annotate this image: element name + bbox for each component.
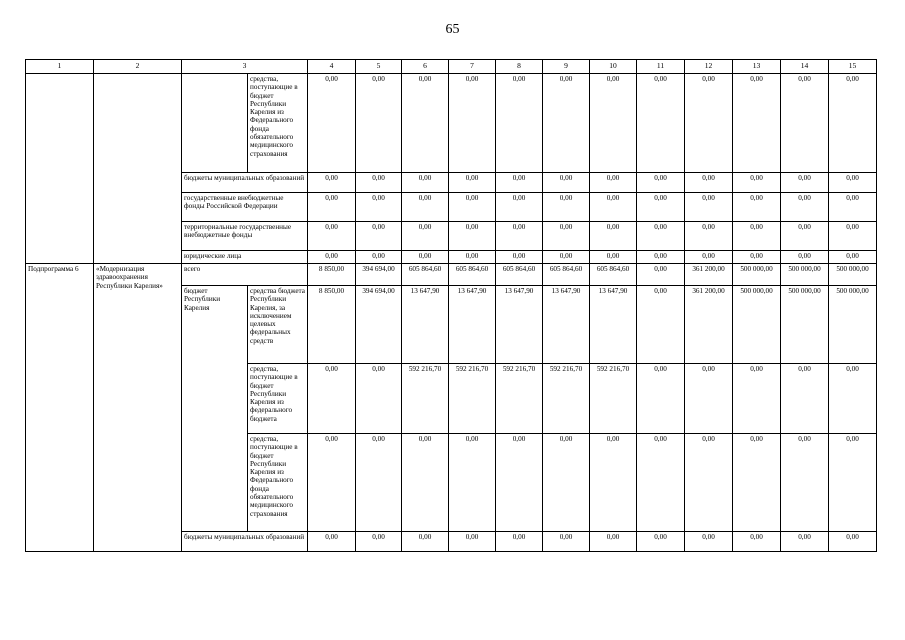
value-cell: 605 864,60 xyxy=(590,264,637,286)
value-cell: 605 864,60 xyxy=(543,264,590,286)
value-cell: 0,00 xyxy=(402,532,449,552)
value-cell: 0,00 xyxy=(829,251,877,264)
value-cell: 0,00 xyxy=(781,173,829,193)
value-cell: 0,00 xyxy=(543,222,590,251)
column-number-row xyxy=(26,60,877,74)
value-cell: 0,00 xyxy=(308,173,356,193)
value-cell: 0,00 xyxy=(543,173,590,193)
value-cell: 0,00 xyxy=(781,251,829,264)
value-cell: 0,00 xyxy=(402,173,449,193)
empty-cell xyxy=(94,74,182,264)
source-label: средства, поступающие в бюджет Республики Карелия из Федерального фонда обязательного медицинского страхования xyxy=(248,434,308,532)
value-cell: 0,00 xyxy=(733,251,781,264)
budget-table xyxy=(25,59,877,552)
value-cell: 0,00 xyxy=(308,74,356,173)
value-cell: 0,00 xyxy=(496,251,543,264)
value-cell: 0,00 xyxy=(402,434,449,532)
value-cell: 0,00 xyxy=(356,193,402,222)
value-cell: 0,00 xyxy=(829,173,877,193)
value-cell: 0,00 xyxy=(449,532,496,552)
value-cell: 592 216,70 xyxy=(496,364,543,434)
value-cell: 592 216,70 xyxy=(543,364,590,434)
source-label: бюджеты муниципальных образований xyxy=(182,173,308,193)
value-cell: 0,00 xyxy=(496,434,543,532)
value-cell: 0,00 xyxy=(402,193,449,222)
value-cell: 0,00 xyxy=(543,193,590,222)
value-cell: 0,00 xyxy=(590,74,637,173)
value-cell: 0,00 xyxy=(402,251,449,264)
value-cell: 0,00 xyxy=(829,193,877,222)
value-cell: 500 000,00 xyxy=(733,264,781,286)
value-cell: 592 216,70 xyxy=(402,364,449,434)
value-cell: 361 200,00 xyxy=(685,264,733,286)
source-label: средства бюджета Республики Карелия, за исключением целевых федеральных средств xyxy=(248,286,308,364)
value-cell: 0,00 xyxy=(685,193,733,222)
value-cell: 0,00 xyxy=(637,173,685,193)
column-number: 7 xyxy=(449,60,496,74)
column-number: 11 xyxy=(637,60,685,74)
value-cell: 0,00 xyxy=(496,74,543,173)
value-cell: 0,00 xyxy=(449,193,496,222)
source-group-label: бюджет Республики Карелия xyxy=(182,286,248,532)
value-cell: 500 000,00 xyxy=(781,264,829,286)
source-label: всего xyxy=(182,264,308,286)
value-cell: 0,00 xyxy=(733,193,781,222)
value-cell: 0,00 xyxy=(308,251,356,264)
empty-cell xyxy=(182,74,248,173)
value-cell: 0,00 xyxy=(308,434,356,532)
column-number: 4 xyxy=(308,60,356,74)
value-cell: 0,00 xyxy=(733,532,781,552)
value-cell: 0,00 xyxy=(356,364,402,434)
value-cell: 0,00 xyxy=(781,222,829,251)
value-cell: 0,00 xyxy=(781,74,829,173)
value-cell: 0,00 xyxy=(829,222,877,251)
value-cell: 0,00 xyxy=(449,74,496,173)
value-cell: 0,00 xyxy=(637,532,685,552)
value-cell: 0,00 xyxy=(829,532,877,552)
value-cell: 0,00 xyxy=(402,74,449,173)
page-number: 65 xyxy=(445,22,460,37)
value-cell: 500 000,00 xyxy=(733,286,781,364)
value-cell: 0,00 xyxy=(590,173,637,193)
value-cell: 0,00 xyxy=(590,193,637,222)
value-cell: 0,00 xyxy=(781,364,829,434)
column-number: 6 xyxy=(402,60,449,74)
value-cell: 0,00 xyxy=(733,173,781,193)
value-cell: 8 850,00 xyxy=(308,264,356,286)
value-cell: 0,00 xyxy=(685,74,733,173)
source-label: юридические лица xyxy=(182,251,308,264)
value-cell: 0,00 xyxy=(829,364,877,434)
value-cell: 361 200,00 xyxy=(685,286,733,364)
column-number: 2 xyxy=(94,60,182,74)
value-cell: 592 216,70 xyxy=(449,364,496,434)
value-cell: 0,00 xyxy=(733,74,781,173)
column-number: 5 xyxy=(356,60,402,74)
column-number: 15 xyxy=(829,60,877,74)
value-cell: 0,00 xyxy=(637,222,685,251)
value-cell: 592 216,70 xyxy=(590,364,637,434)
table-row xyxy=(26,264,877,286)
value-cell: 0,00 xyxy=(449,222,496,251)
value-cell: 0,00 xyxy=(829,74,877,173)
source-label: бюджеты муниципальных образований xyxy=(182,532,308,552)
value-cell: 0,00 xyxy=(449,173,496,193)
value-cell: 394 694,00 xyxy=(356,286,402,364)
value-cell: 13 647,90 xyxy=(449,286,496,364)
column-number: 1 xyxy=(26,60,94,74)
column-number: 3 xyxy=(182,60,308,74)
value-cell: 0,00 xyxy=(356,251,402,264)
empty-cell xyxy=(26,74,94,264)
value-cell: 0,00 xyxy=(781,532,829,552)
value-cell: 0,00 xyxy=(308,222,356,251)
value-cell: 0,00 xyxy=(685,173,733,193)
column-number: 8 xyxy=(496,60,543,74)
source-label: государственные внебюджетные фонды Российской Федерации xyxy=(182,193,308,222)
value-cell: 0,00 xyxy=(829,434,877,532)
value-cell: 0,00 xyxy=(733,222,781,251)
column-number: 14 xyxy=(781,60,829,74)
value-cell: 0,00 xyxy=(356,74,402,173)
value-cell: 13 647,90 xyxy=(543,286,590,364)
value-cell: 0,00 xyxy=(402,222,449,251)
value-cell: 0,00 xyxy=(543,74,590,173)
value-cell: 0,00 xyxy=(543,532,590,552)
source-label: средства, поступающие в бюджет Республики Карелия из Федерального фонда обязательного медицинского страхования xyxy=(248,74,308,173)
value-cell: 0,00 xyxy=(637,364,685,434)
value-cell: 605 864,60 xyxy=(449,264,496,286)
program-name: «Модернизация здравоохранения Республики Карелия» xyxy=(94,264,182,552)
value-cell: 0,00 xyxy=(637,251,685,264)
program-type-label: Подпрограмма 6 xyxy=(26,264,94,552)
value-cell: 0,00 xyxy=(356,173,402,193)
value-cell: 0,00 xyxy=(685,222,733,251)
value-cell: 0,00 xyxy=(781,193,829,222)
value-cell: 0,00 xyxy=(733,364,781,434)
value-cell: 500 000,00 xyxy=(829,264,877,286)
value-cell: 0,00 xyxy=(637,434,685,532)
value-cell: 0,00 xyxy=(449,251,496,264)
value-cell: 13 647,90 xyxy=(590,286,637,364)
source-label: средства, поступающие в бюджет Республики Карелия из федерального бюджета xyxy=(248,364,308,434)
value-cell: 0,00 xyxy=(781,434,829,532)
value-cell: 0,00 xyxy=(590,251,637,264)
value-cell: 394 694,00 xyxy=(356,264,402,286)
value-cell: 500 000,00 xyxy=(829,286,877,364)
column-number: 13 xyxy=(733,60,781,74)
value-cell: 0,00 xyxy=(685,434,733,532)
value-cell: 13 647,90 xyxy=(402,286,449,364)
value-cell: 0,00 xyxy=(356,222,402,251)
column-number: 10 xyxy=(590,60,637,74)
value-cell: 0,00 xyxy=(685,251,733,264)
value-cell: 8 850,00 xyxy=(308,286,356,364)
value-cell: 0,00 xyxy=(543,434,590,532)
source-label: территориальные государственные внебюджетные фонды xyxy=(182,222,308,251)
value-cell: 0,00 xyxy=(733,434,781,532)
value-cell: 0,00 xyxy=(590,434,637,532)
value-cell: 0,00 xyxy=(637,264,685,286)
value-cell: 605 864,60 xyxy=(496,264,543,286)
value-cell: 0,00 xyxy=(308,364,356,434)
value-cell: 0,00 xyxy=(308,193,356,222)
value-cell: 0,00 xyxy=(637,193,685,222)
table-row xyxy=(26,74,877,173)
value-cell: 0,00 xyxy=(590,532,637,552)
value-cell: 0,00 xyxy=(496,193,543,222)
value-cell: 0,00 xyxy=(356,532,402,552)
value-cell: 0,00 xyxy=(685,364,733,434)
value-cell: 0,00 xyxy=(590,222,637,251)
value-cell: 13 647,90 xyxy=(496,286,543,364)
value-cell: 0,00 xyxy=(449,434,496,532)
column-number: 9 xyxy=(543,60,590,74)
value-cell: 0,00 xyxy=(308,532,356,552)
value-cell: 0,00 xyxy=(496,222,543,251)
value-cell: 500 000,00 xyxy=(781,286,829,364)
value-cell: 0,00 xyxy=(637,74,685,173)
value-cell: 0,00 xyxy=(543,251,590,264)
value-cell: 0,00 xyxy=(685,532,733,552)
value-cell: 605 864,60 xyxy=(402,264,449,286)
value-cell: 0,00 xyxy=(496,532,543,552)
column-number: 12 xyxy=(685,60,733,74)
value-cell: 0,00 xyxy=(356,434,402,532)
value-cell: 0,00 xyxy=(496,173,543,193)
value-cell: 0,00 xyxy=(637,286,685,364)
